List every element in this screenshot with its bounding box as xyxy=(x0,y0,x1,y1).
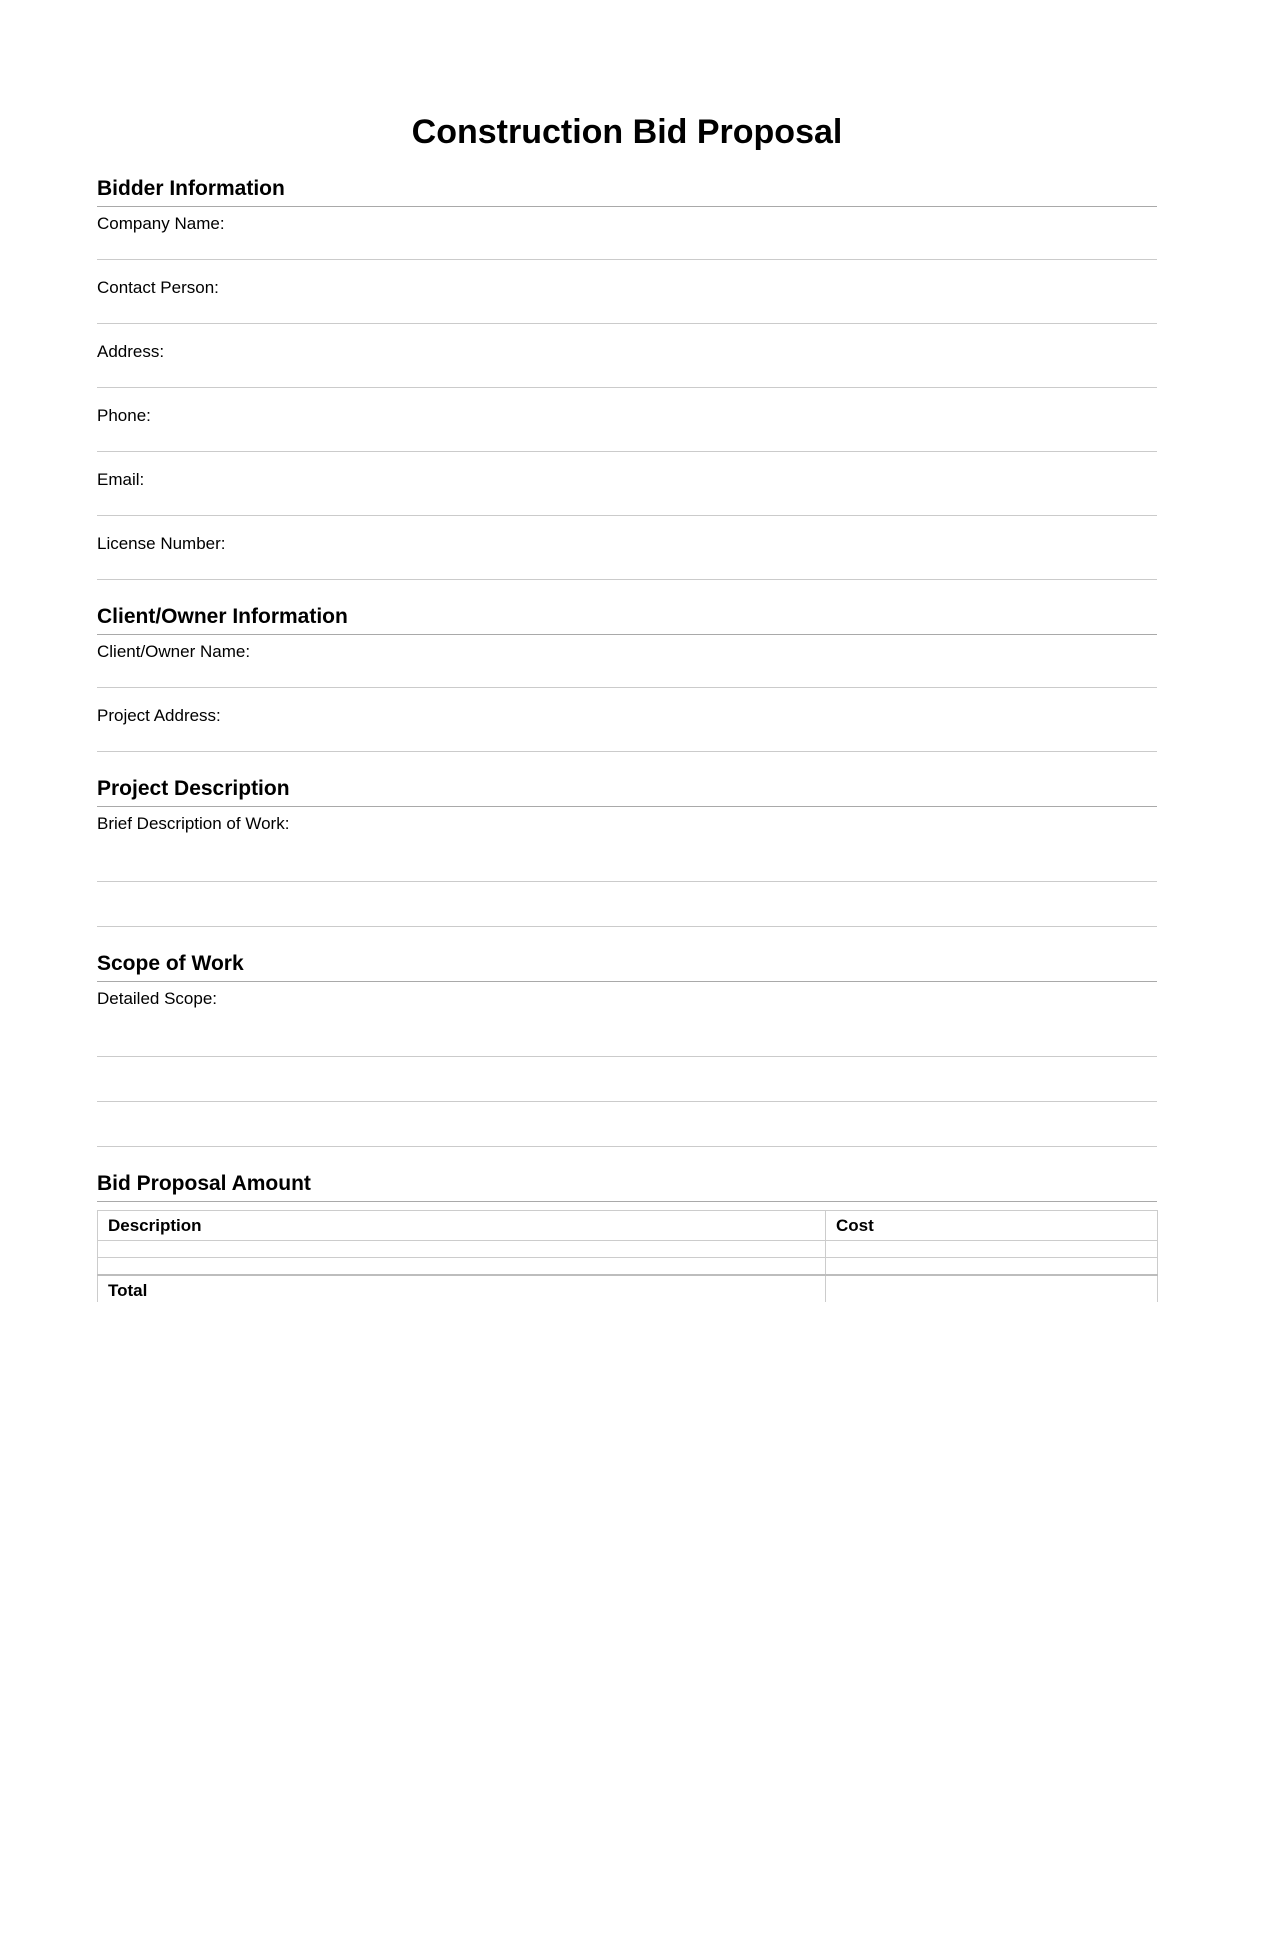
cost-cell xyxy=(826,1241,1158,1258)
bid-amount-table xyxy=(97,1210,1158,1302)
field-project-address xyxy=(97,705,1157,752)
column-header-cost: Cost xyxy=(826,1211,1158,1241)
write-in-line xyxy=(97,1009,1157,1057)
field-client-owner-name xyxy=(97,641,1157,688)
cost-cell xyxy=(826,1258,1158,1276)
field-label-project-address: Project Address: xyxy=(97,706,221,725)
field-label-contact-person: Contact Person: xyxy=(97,278,219,297)
field-label-company-name: Company Name: xyxy=(97,214,225,233)
total-value-cell xyxy=(826,1275,1158,1302)
table-total-row xyxy=(98,1275,1158,1302)
field-contact-person xyxy=(97,277,1157,324)
write-in-line xyxy=(97,426,1157,452)
write-in-line xyxy=(97,1102,1157,1147)
write-in-line xyxy=(97,298,1157,324)
column-header-description: Description xyxy=(98,1211,826,1241)
table-header-row xyxy=(98,1211,1158,1241)
section-heading-project-description: Project Description xyxy=(97,776,1157,807)
write-in-line xyxy=(97,834,1157,882)
field-phone xyxy=(97,405,1157,452)
field-company-name xyxy=(97,213,1157,260)
write-in-line xyxy=(97,882,1157,927)
field-label-license-number: License Number: xyxy=(97,534,226,553)
field-address xyxy=(97,341,1157,388)
field-label-address: Address: xyxy=(97,342,165,361)
write-in-line xyxy=(97,490,1157,516)
section-heading-bidder-information: Bidder Information xyxy=(97,176,1157,207)
page-title: Construction Bid Proposal xyxy=(411,113,843,151)
section-heading-bid-proposal-amount: Bid Proposal Amount xyxy=(97,1171,1157,1202)
write-in-line xyxy=(97,662,1157,688)
write-in-line xyxy=(97,1057,1157,1102)
field-label-email: Email: xyxy=(97,470,145,489)
table-row xyxy=(98,1241,1158,1258)
field-label-phone: Phone: xyxy=(97,406,151,425)
write-in-line xyxy=(97,362,1157,388)
field-label-detailed-scope: Detailed Scope: xyxy=(97,989,218,1008)
write-in-line xyxy=(97,234,1157,260)
field-label-brief-description: Brief Description of Work: xyxy=(97,814,290,833)
write-in-line xyxy=(97,726,1157,752)
field-email xyxy=(97,469,1157,516)
document-content xyxy=(97,0,1157,1302)
write-in-line xyxy=(97,554,1157,580)
description-cell xyxy=(98,1258,826,1276)
section-heading-scope-of-work: Scope of Work xyxy=(97,951,1157,982)
section-heading-client-owner-information: Client/Owner Information xyxy=(97,604,1157,635)
total-label-cell: Total xyxy=(98,1275,826,1302)
field-label-client-owner-name: Client/Owner Name: xyxy=(97,642,251,661)
table-row xyxy=(98,1258,1158,1276)
description-cell xyxy=(98,1241,826,1258)
field-license-number xyxy=(97,533,1157,580)
